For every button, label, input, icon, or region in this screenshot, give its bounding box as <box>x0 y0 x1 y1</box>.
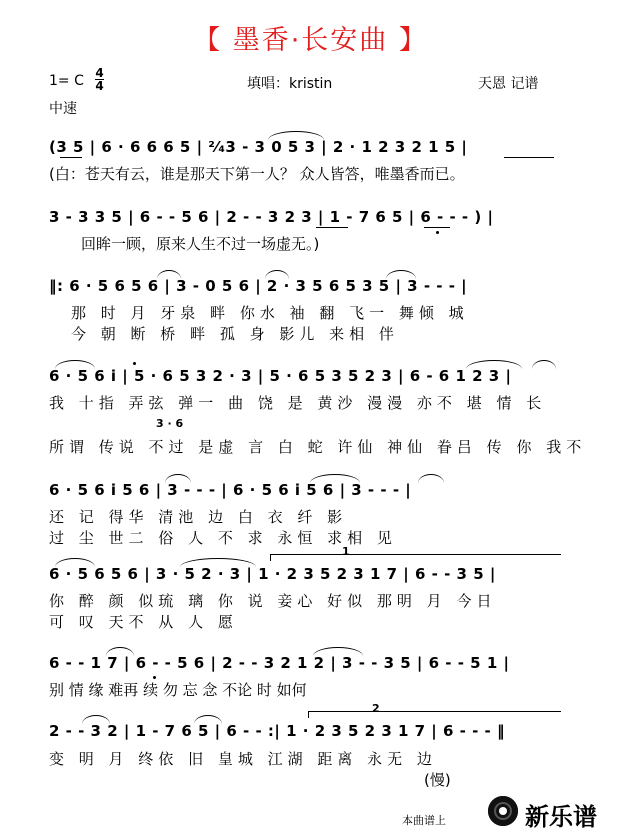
system-1-notes: (3 5 | 6 · 6 6 6 5 | ²⁄₄3 - 3 0 5 3 | 2 · 1 2 3 2 1 5 | <box>49 138 468 156</box>
time-signature-bottom: 4 <box>95 79 104 93</box>
page-title: 【 墨香·长安曲 】 <box>193 25 428 56</box>
slur <box>55 360 95 369</box>
slur <box>532 360 556 369</box>
time-signature-top: 4 <box>95 66 104 80</box>
slur <box>418 474 444 483</box>
slur <box>313 647 363 656</box>
notation-credit: 天恩 记谱 <box>478 76 539 92</box>
volta-bracket-2 <box>308 711 561 718</box>
system-2-lyrics: 回眸一顾，原来人生不过一场虚无。) <box>81 235 320 253</box>
slur <box>265 270 289 279</box>
slur <box>157 270 181 279</box>
tempo-marking: 中速 <box>49 101 77 117</box>
slur <box>466 360 522 369</box>
slur <box>386 270 416 279</box>
system-4-lyrics-verse-1: 我 十指 弄弦 弹一 曲 饶 是 黄沙 漫漫 亦不 堪 情 长 <box>49 394 547 412</box>
system-3-lyrics-verse-2: 今 朝 断 桥 畔 孤 身 影儿 来相 伴 <box>71 325 399 343</box>
system-8-notes: 2 - - 3 2 | 1 - 7 6 5 | 6 - - :| 1 · 2 3 5 2 3 1 7 | 6 - - - ‖ <box>49 722 506 740</box>
system-4-lyrics-verse-2: 所谓 传说 不过 是虚 言 白 蛇 许仙 神仙 眷吕 传 你 我不 <box>49 438 587 456</box>
slur <box>82 715 110 724</box>
system-6-notes: 6 · 5 6 5 6 | 3 · 5 2 · 3 | 1 · 2 3 5 2 3 1 7 | 6 - - 3 5 | <box>49 565 496 583</box>
system-7-lyrics: 别 情 缘 难再 续 勿 忘 念 不论 时 如何 <box>49 681 307 699</box>
system-5-lyrics-verse-2: 过 尘 世二 俗 人 不 求 永恒 求相 见 <box>49 529 397 547</box>
low-octave-dot <box>153 676 156 679</box>
system-5-lyrics-verse-1: 还 记 得华 清池 边 白 衣 纤 影 <box>49 508 348 526</box>
source-note: 本曲谱上 <box>402 814 446 827</box>
system-3-lyrics-verse-1: 那 时 月 牙泉 畔 你水 袖 翻 飞一 舞倾 城 <box>71 304 469 322</box>
volta-number-1: 1 <box>342 545 350 558</box>
low-octave-dot <box>436 231 439 234</box>
underline <box>424 227 450 228</box>
key-signature: 1= C <box>49 73 84 89</box>
system-4-notes: 6 · 5 6 i | 5 · 6 5 3 2 · 3 | 5 · 6 5 3 5 2 3 | 6 - 6 1 2 3 | <box>49 367 512 385</box>
singer-credit: 填唱：kristin <box>247 76 333 92</box>
system-6-lyrics-verse-1: 你 醉 颜 似琉 璃 你 说 妾心 好似 那明 月 今日 <box>49 592 497 610</box>
system-5-notes: 6 · 5 6 i 5 6 | 3 - - - | 6 · 5 6 i 5 6 | 3 - - - | <box>49 481 412 499</box>
slur <box>310 474 360 483</box>
slur <box>165 474 191 483</box>
high-octave-dot <box>133 362 136 365</box>
music-disc-icon <box>488 796 518 826</box>
slur <box>106 647 134 656</box>
volta-number-2: 2 <box>372 702 380 715</box>
underline <box>60 157 82 158</box>
system-2-notes: 3 - 3 3 5 | 6 - - 5 6 | 2 - - 3 2 3 | 1 - 7 6 5 | 6 - - - ) | <box>49 208 494 226</box>
system-6-lyrics-verse-2: 可 叹 天不 从 人 愿 <box>49 613 238 631</box>
slur <box>268 131 324 140</box>
slur <box>194 715 222 724</box>
alternate-notes: 3 · 6 <box>156 417 184 430</box>
volta-bracket-1 <box>270 554 561 561</box>
underline <box>316 227 348 228</box>
system-1-lyrics: (白：苍天有云，谁是那天下第一人？ 众人皆答，唯墨香而已。 <box>49 165 465 183</box>
underline <box>504 157 554 158</box>
slur <box>180 558 256 567</box>
site-logo-text[interactable]: 新乐谱 <box>525 803 597 831</box>
system-7-notes: 6 - - 1 7 | 6 - - 5 6 | 2 - - 3 2 1 2 | 3 - - 3 5 | 6 - - 5 1 | <box>49 654 510 672</box>
time-signature <box>95 67 104 92</box>
system-8-lyrics: 变 明 月 终依 旧 皇城 江湖 距离 永无 边 <box>49 750 437 768</box>
system-3-notes: ‖: 6 · 5 6 5 6 | 3 - 0 5 6 | 2 · 3 5 6 5 3 5 | 3 - - - | <box>49 277 468 295</box>
tempo-change-slow: (慢) <box>424 771 451 789</box>
slur <box>55 558 95 567</box>
